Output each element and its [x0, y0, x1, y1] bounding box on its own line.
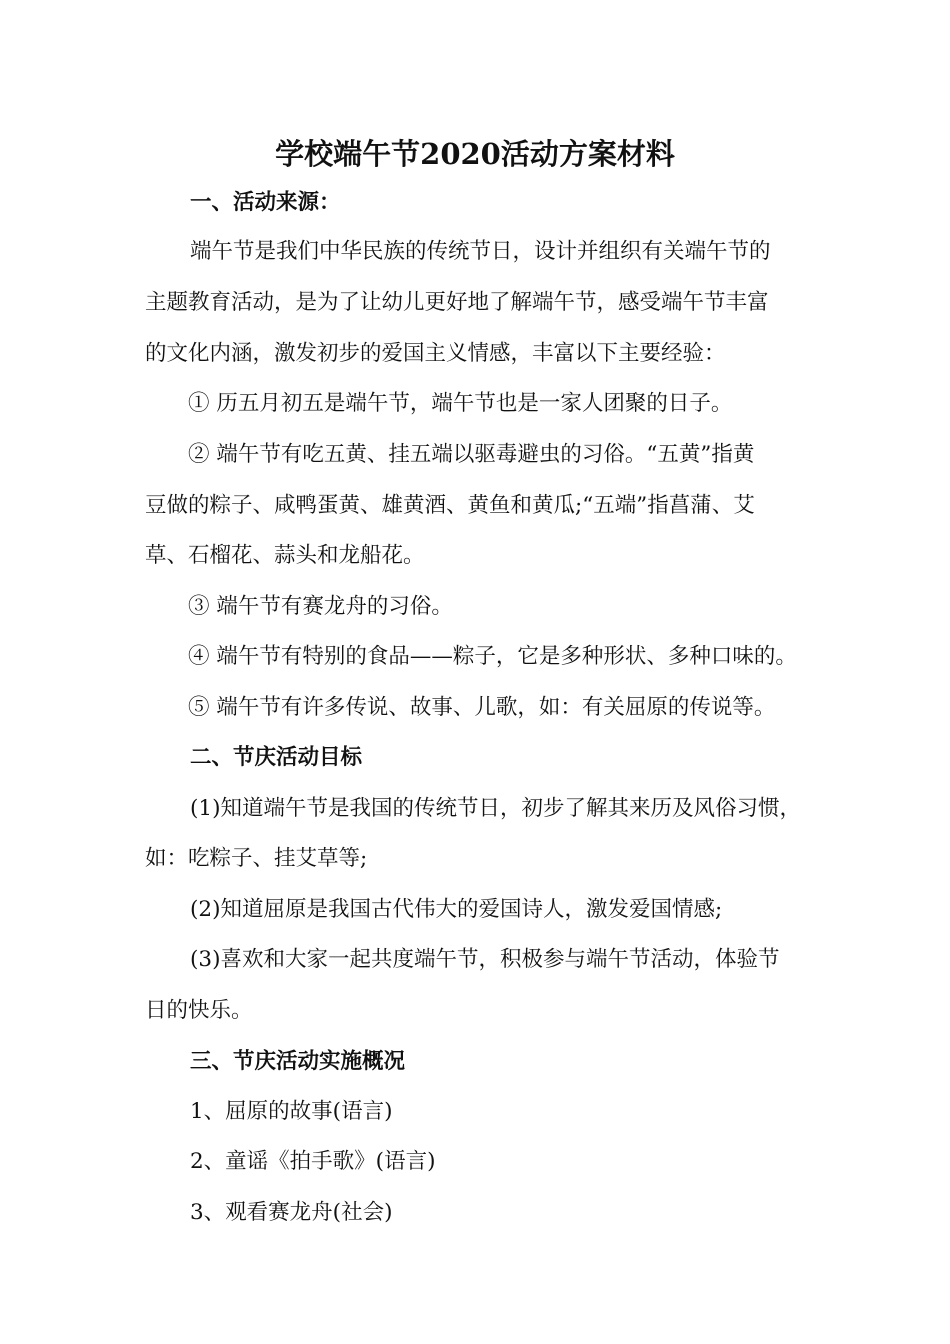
paragraph-line: ⑤ 端午节有许多传说、故事、儿歌，如：有关屈原的传说等。 — [188, 695, 776, 720]
paragraph-line: 3、观看赛龙舟(社会) — [190, 1200, 393, 1225]
paragraph-line: 日的快乐。 — [145, 998, 253, 1023]
paragraph-line: (2)知道屈原是我国古代伟大的爱国诗人，激发爱国情感; — [190, 897, 723, 922]
paragraph-line: 端午节是我们中华民族的传统节日，设计并组织有关端午节的 — [190, 239, 771, 264]
section-heading: 三、节庆活动实施概况 — [190, 1049, 406, 1074]
section-heading: 二、节庆活动目标 — [190, 745, 363, 770]
paragraph-line: 豆做的粽子、咸鸭蛋黄、雄黄酒、黄鱼和黄瓜;“五端”指菖蒲、艾 — [145, 493, 755, 518]
paragraph-line: ③ 端午节有赛龙舟的习俗。 — [188, 594, 453, 619]
section-heading: 一、活动来源： — [190, 190, 341, 215]
paragraph-line: (3)喜欢和大家一起共度端午节，积极参与端午节活动，体验节 — [190, 947, 780, 972]
paragraph-line: (1)知道端午节是我国的传统节日，初步了解其来历及风俗习惯， — [190, 796, 801, 821]
paragraph-line: 1、屈原的故事(语言) — [190, 1099, 393, 1124]
paragraph-line: ④ 端午节有特别的食品——粽子，它是多种形状、多种口味的。 — [188, 644, 797, 669]
paragraph-line: ② 端午节有吃五黄、挂五端以驱毒避虫的习俗。“五黄”指黄 — [188, 442, 755, 467]
paragraph-line: 如：吃粽子、挂艾草等; — [145, 846, 368, 871]
paragraph-line: 的文化内涵，激发初步的爱国主义情感，丰富以下主要经验： — [145, 341, 726, 366]
paragraph-line: 2、童谣《拍手歌》(语言) — [190, 1149, 436, 1174]
paragraph-line: 草、石榴花、蒜头和龙船花。 — [145, 543, 425, 568]
paragraph-line: 主题教育活动，是为了让幼儿更好地了解端午节，感受端午节丰富 — [145, 290, 769, 315]
paragraph-line: ① 历五月初五是端午节，端午节也是一家人团聚的日子。 — [188, 391, 733, 416]
document-title: 学校端午节2020活动方案材料 — [275, 137, 675, 171]
